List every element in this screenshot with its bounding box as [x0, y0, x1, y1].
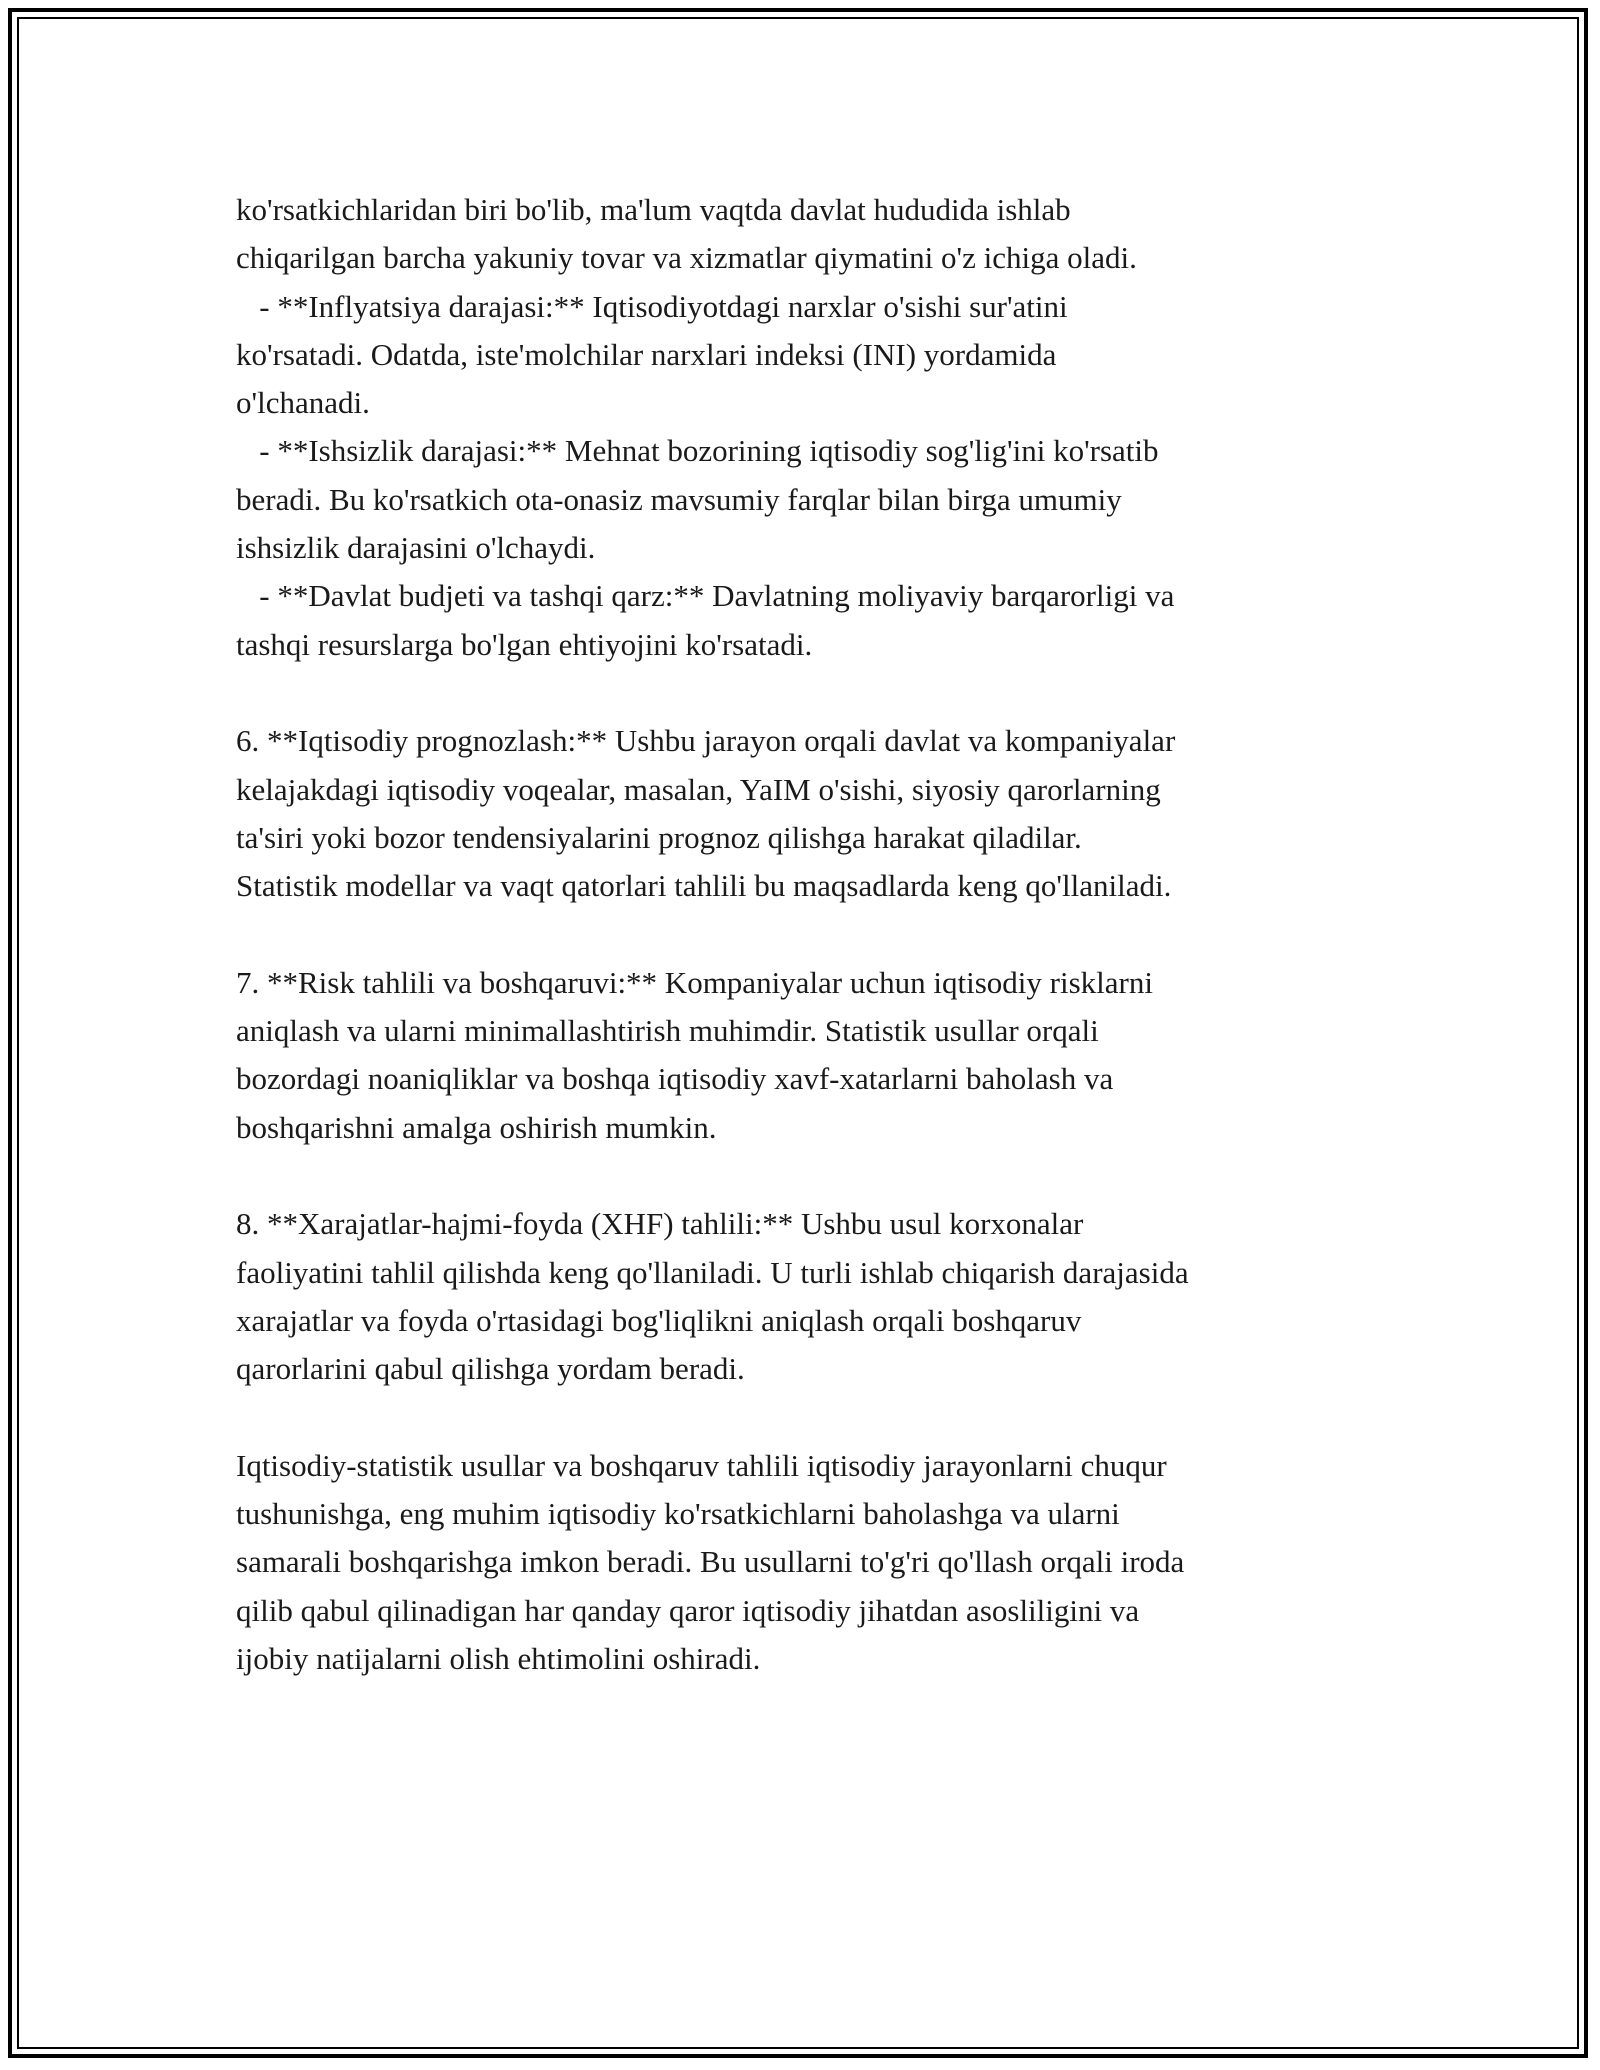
text-line: faoliyatini tahlil qilishda keng qo'llaniladi. U turli ishlab chiqarish darajasida	[236, 1254, 1189, 1290]
text-line: - **Ishsizlik darajasi:** Mehnat bozorining iqtisodiy sog'lig'ini ko'rsatib	[236, 433, 1159, 469]
text-line: kelajakdagi iqtisodiy voqealar, masalan, YaIM o'sishi, siyosiy qarorlarning	[236, 771, 1161, 807]
text-line: qilib qabul qilinadigan har qanday qaror iqtisodiy jihatdan asosliligini va	[236, 1592, 1140, 1628]
text-line: ijobiy natijalarni olish ehtimolini oshiradi.	[236, 1640, 761, 1676]
text-line: Iqtisodiy-statistik usullar va boshqaruv tahlili iqtisodiy jarayonlarni chuqur	[236, 1447, 1167, 1483]
paragraph-gap	[236, 1393, 1416, 1441]
text-line: ta'siri yoki bozor tendensiyalarini prognoz qilishga harakat qiladilar.	[236, 819, 1082, 855]
text-line: ko'rsatkichlaridan biri bo'lib, ma'lum vaqtda davlat hududida ishlab	[236, 192, 1071, 227]
document-body	[236, 186, 1416, 1683]
text-line: ishsizlik darajasini o'lchaydi.	[236, 530, 596, 566]
paragraph-gap	[236, 669, 1416, 717]
text-line: - **Inflyatsiya darajasi:** Iqtisodiyotdagi narxlar o'sishi sur'atini	[236, 288, 1068, 324]
text-line: 6. **Iqtisodiy prognozlash:** Ushbu jarayon orqali davlat va kompaniyalar	[236, 723, 1176, 759]
paragraph-gap	[236, 910, 1416, 958]
text-line: Statistik modellar va vaqt qatorlari tahlili bu maqsadlarda keng qo'llaniladi.	[236, 868, 1172, 904]
text-line: qarorlarini qabul qilishga yordam beradi.	[236, 1351, 745, 1387]
text-line: aniqlash va ularni minimallashtirish muhimdir. Statistik usullar orqali	[236, 1013, 1099, 1049]
text-line: - **Davlat budjeti va tashqi qarz:** Davlatning moliyaviy barqarorligi va	[236, 578, 1175, 614]
text-line: beradi. Bu ko'rsatkich ota-onasiz mavsumiy farqlar bilan birga umumiy	[236, 481, 1122, 517]
text-line: tushunishga, eng muhim iqtisodiy ko'rsatkichlarni baholashga va ularni	[236, 1496, 1120, 1532]
text-line: 8. **Xarajatlar-hajmi-foyda (XHF) tahlili:** Ushbu usul korxonalar	[236, 1206, 1084, 1242]
text-line: ko'rsatadi. Odatda, iste'molchilar narxlari indeksi (INI) yordamida	[236, 336, 1057, 372]
text-line: o'lchanadi.	[236, 385, 370, 421]
text-line: bozordagi noaniqliklar va boshqa iqtisodiy xavf-xatarlarni baholash va	[236, 1061, 1114, 1097]
paragraph-gap	[236, 1152, 1416, 1200]
text-line: chiqarilgan barcha yakuniy tovar va xizmatlar qiymatini o'z ichiga oladi.	[236, 240, 1137, 276]
text-line: tashqi resurslarga bo'lgan ehtiyojini ko'rsatadi.	[236, 626, 813, 662]
text-line: samarali boshqarishga imkon beradi. Bu usullarni to'g'ri qo'llash orqali iroda	[236, 1544, 1185, 1580]
text-line: xarajatlar va foyda o'rtasidagi bog'liqlikni aniqlash orqali boshqaruv	[236, 1302, 1082, 1338]
text-line: boshqarishni amalga oshirish mumkin.	[236, 1109, 717, 1145]
text-line: 7. **Risk tahlili va boshqaruvi:** Kompaniyalar uchun iqtisodiy risklarni	[236, 964, 1153, 1000]
